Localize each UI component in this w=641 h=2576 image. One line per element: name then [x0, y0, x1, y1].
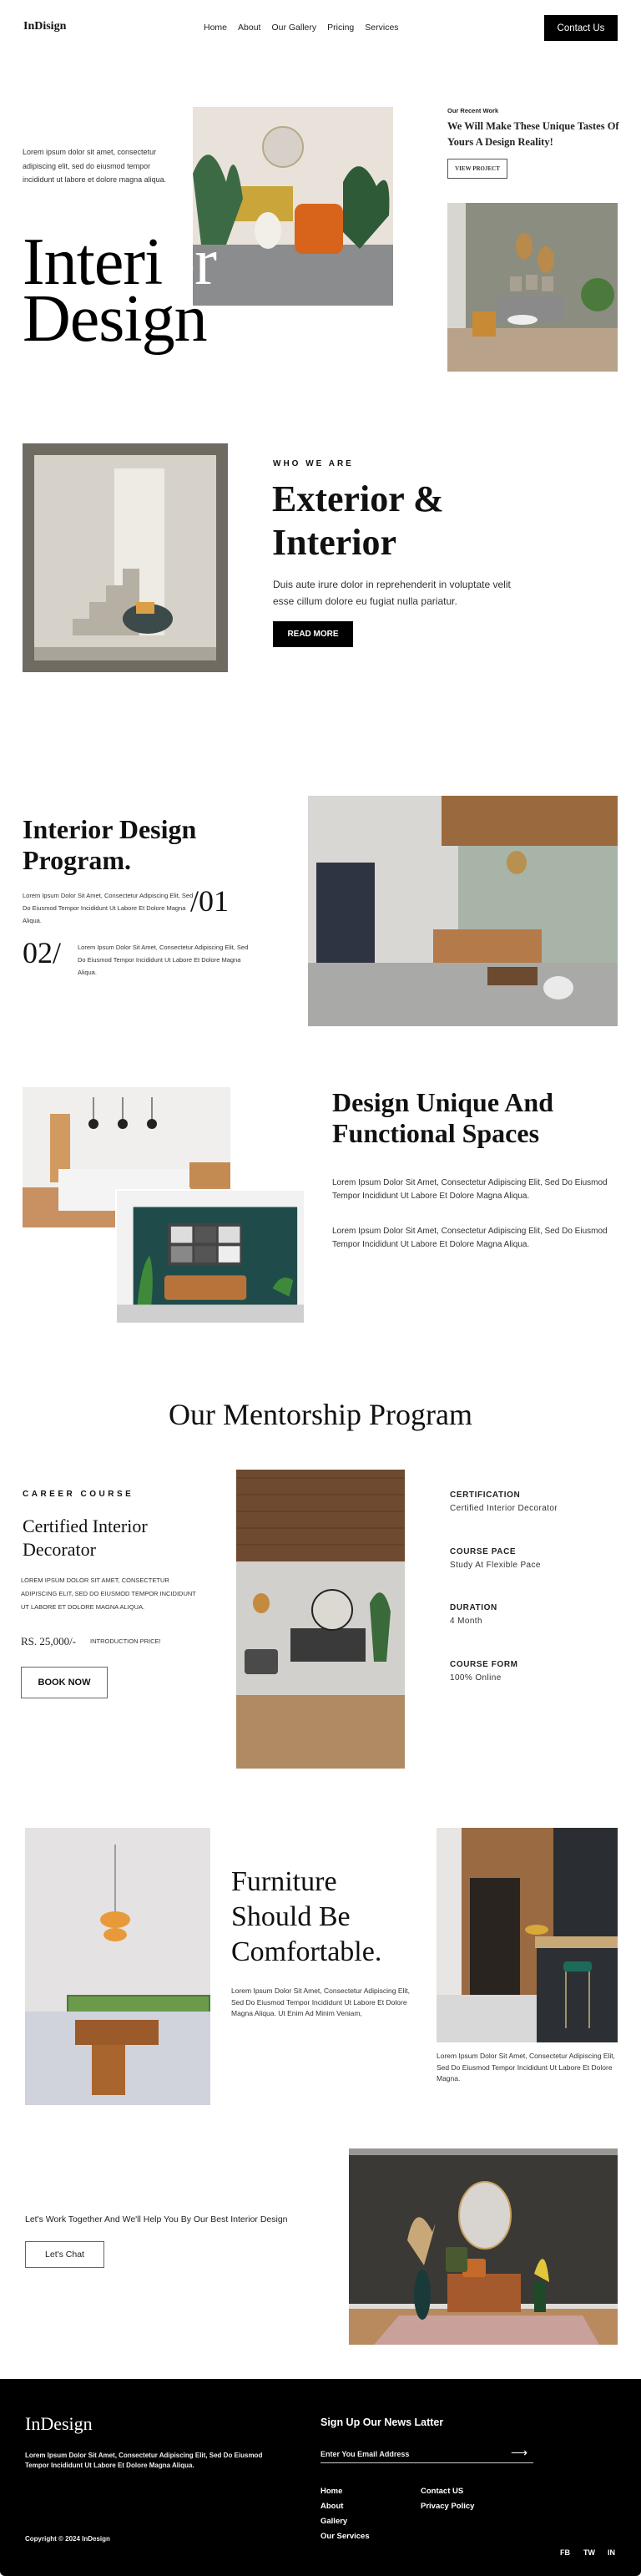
furniture-title-line3: Comfortable. [231, 1936, 382, 1967]
recent-work-label: Our Recent Work [447, 107, 499, 114]
mentorship-title: Our Mentorship Program [169, 1398, 472, 1431]
footer-about-text: Lorem Ipsum Dolor Sit Amet, Consectetur Adipiscing Elit, Sed Do Eiusmod Tempor Incididunt Ut Labore Et Dolore Magna Aliqua. [25, 2452, 263, 2469]
nav-home[interactable]: Home [204, 23, 228, 33]
spec-key: DURATION [450, 1603, 497, 1612]
footer [0, 2379, 641, 2576]
social-twitter-link[interactable]: TW [583, 2548, 595, 2557]
contact-us-button[interactable]: Contact Us [544, 15, 618, 41]
social-facebook-link[interactable]: FB [560, 2548, 570, 2557]
footer-logo[interactable]: InDesign [25, 2413, 93, 2434]
program-item-1-text: Lorem Ipsum Dolor Sit Amet, Consectetur Adipiscing Elit, Sed Do Eiusmod Tempor Incididunt Ut Labore Et Dolore Magna Aliqua. [23, 892, 194, 924]
spaces-paragraph-2: Lorem Ipsum Dolor Sit Amet, Consectetur Adipiscing Elit, Sed Do Eiusmod Tempor Incididunt Ut Labore Et Dolore Magna Aliqua. [332, 1227, 608, 1249]
furniture-title [231, 1865, 381, 1970]
brand-logo[interactable]: InDisign [23, 20, 67, 33]
course-description: LOREM IPSUM DOLOR SIT AMET, CONSECTETUR ADIPISCING ELIT, SED DO EIUSMOD TEMPOR INCIDIDUNT UT LABORE ET DOLORE MAGNA ALIQUA. [21, 1576, 196, 1611]
spaces-title [332, 1087, 553, 1149]
spaces-title-line2: Functional Spaces [332, 1118, 540, 1148]
main-nav [204, 23, 399, 33]
kitchen-bar-caption: Lorem Ipsum Dolor Sit Amet, Consectetur Adipiscing Elit, Sed Do Eiusmod Tempor Incididunt Ut Labore Et Dolore Magna. [437, 2052, 616, 2083]
hero-description: Lorem ipsum dolor sit amet, consectetur adipiscing elit, sed do eiusmod tempor incididunt ut labore et dolore magna aliqua. [23, 148, 167, 184]
entryway-image [349, 2148, 618, 2345]
nav-services[interactable]: Services [365, 23, 399, 33]
recent-work-title: We Will Make These Unique Tastes Of Yours A Design Reality! [447, 120, 619, 148]
mentorship-room-image [236, 1470, 405, 1769]
program-item-2-text: Lorem Ipsum Dolor Sit Amet, Consectetur Adipiscing Elit, Sed Do Eiusmod Tempor Incididunt Ut Labore Et Dolore Magna Aliqua. [78, 944, 249, 976]
social-linkedin-link[interactable]: IN [608, 2548, 615, 2557]
hero-title-line2: Design [23, 282, 207, 356]
spec-key: COURSE PACE [450, 1547, 517, 1556]
footer-link-about[interactable]: About [320, 2502, 344, 2511]
lets-chat-button[interactable]: Let's Chat [25, 2241, 104, 2268]
program-item-2-number: 02/ [23, 936, 62, 969]
nav-about[interactable]: About [238, 23, 261, 33]
kitchen-bar-image [437, 1828, 618, 2042]
footer-link-home[interactable]: Home [320, 2487, 343, 2496]
career-course-label: CAREER COURSE [23, 1490, 134, 1499]
spec-key: COURSE FORM [450, 1660, 518, 1669]
spec-value: 100% Online [450, 1673, 502, 1683]
recent-work-image [447, 203, 618, 372]
course-title: Certified Interior Decorator [23, 1516, 148, 1560]
course-price: RS. 25,000/- [21, 1635, 77, 1647]
who-title-line1: Exterior & [272, 478, 444, 519]
hero-title [23, 225, 216, 356]
dining-room-image [25, 1828, 210, 2105]
program-title [23, 814, 196, 876]
program-title-line1: Interior Design [23, 814, 197, 844]
program-room-image [308, 796, 618, 1026]
who-title-line2: Interior [272, 522, 397, 563]
hero-title-line1-dark: Interi [23, 225, 163, 299]
price-note: INTRODUCTION PRICE! [90, 1637, 161, 1645]
who-we-are-label: WHO WE ARE [273, 459, 354, 468]
spec-course-form [450, 1660, 617, 1683]
spec-value: Study At Flexible Pace [450, 1561, 541, 1570]
furniture-description: Lorem Ipsum Dolor Sit Amet, Consectetur Adipiscing Elit, Sed Do Eiusmod Tempor Incididunt Ut Labore Et Dolore Magna Aliqua. Ut Enim Ad Minim Veniam, [231, 1986, 411, 2017]
hero-title-line1-light: or [162, 225, 216, 299]
program-item-1-number: /01 [190, 884, 230, 918]
spaces-paragraph-1: Lorem Ipsum Dolor Sit Amet, Consectetur Adipiscing Elit, Sed Do Eiusmod Tempor Incididunt Ut Labore Et Dolore Magna Aliqua. [332, 1178, 608, 1201]
view-project-button[interactable]: VIEW PROJECT [447, 159, 507, 179]
footer-link-contact-us[interactable]: Contact US [421, 2487, 464, 2496]
read-more-button[interactable]: READ MORE [273, 621, 353, 647]
spec-value: 4 Month [450, 1617, 482, 1626]
nav-pricing[interactable]: Pricing [327, 23, 355, 33]
spec-duration [450, 1603, 617, 1626]
footer-link-privacy-policy[interactable]: Privacy Policy [421, 2502, 475, 2511]
spec-certification [450, 1490, 617, 1513]
furniture-title-line2: Should Be [231, 1901, 351, 1932]
book-now-button[interactable]: BOOK NOW [21, 1667, 108, 1698]
spec-course-pace [450, 1547, 617, 1570]
newsletter-title: Sign Up Our News Latter [320, 2417, 444, 2428]
footer-link-gallery[interactable]: Gallery [320, 2517, 348, 2526]
who-we-are-description: Duis aute irure dolor in reprehenderit in voluptate velit esse cillum dolore eu fugiat nulla pariatur. [273, 579, 511, 607]
living-room-image [115, 1189, 305, 1324]
newsletter-email-input[interactable] [320, 2445, 533, 2463]
who-we-are-image [23, 443, 228, 672]
furniture-title-line1: Furniture [231, 1866, 337, 1897]
who-we-are-title [272, 478, 444, 564]
spec-key: CERTIFICATION [450, 1490, 521, 1500]
copyright-text: Copyright © 2024 InDesign [25, 2535, 110, 2543]
footer-link-our-services[interactable]: Our Services [320, 2532, 370, 2541]
work-together-text: Let's Work Together And We'll Help You By Our Best Interior Design [25, 2214, 288, 2224]
nav-our-gallery[interactable]: Our Gallery [271, 23, 317, 33]
hero-living-room-image [193, 107, 393, 306]
program-title-line2: Program. [23, 845, 132, 875]
spaces-title-line1: Design Unique And [332, 1087, 553, 1117]
spec-value: Certified Interior Decorator [450, 1504, 558, 1513]
newsletter-submit-arrow-icon[interactable]: ⟶ [511, 2446, 528, 2459]
